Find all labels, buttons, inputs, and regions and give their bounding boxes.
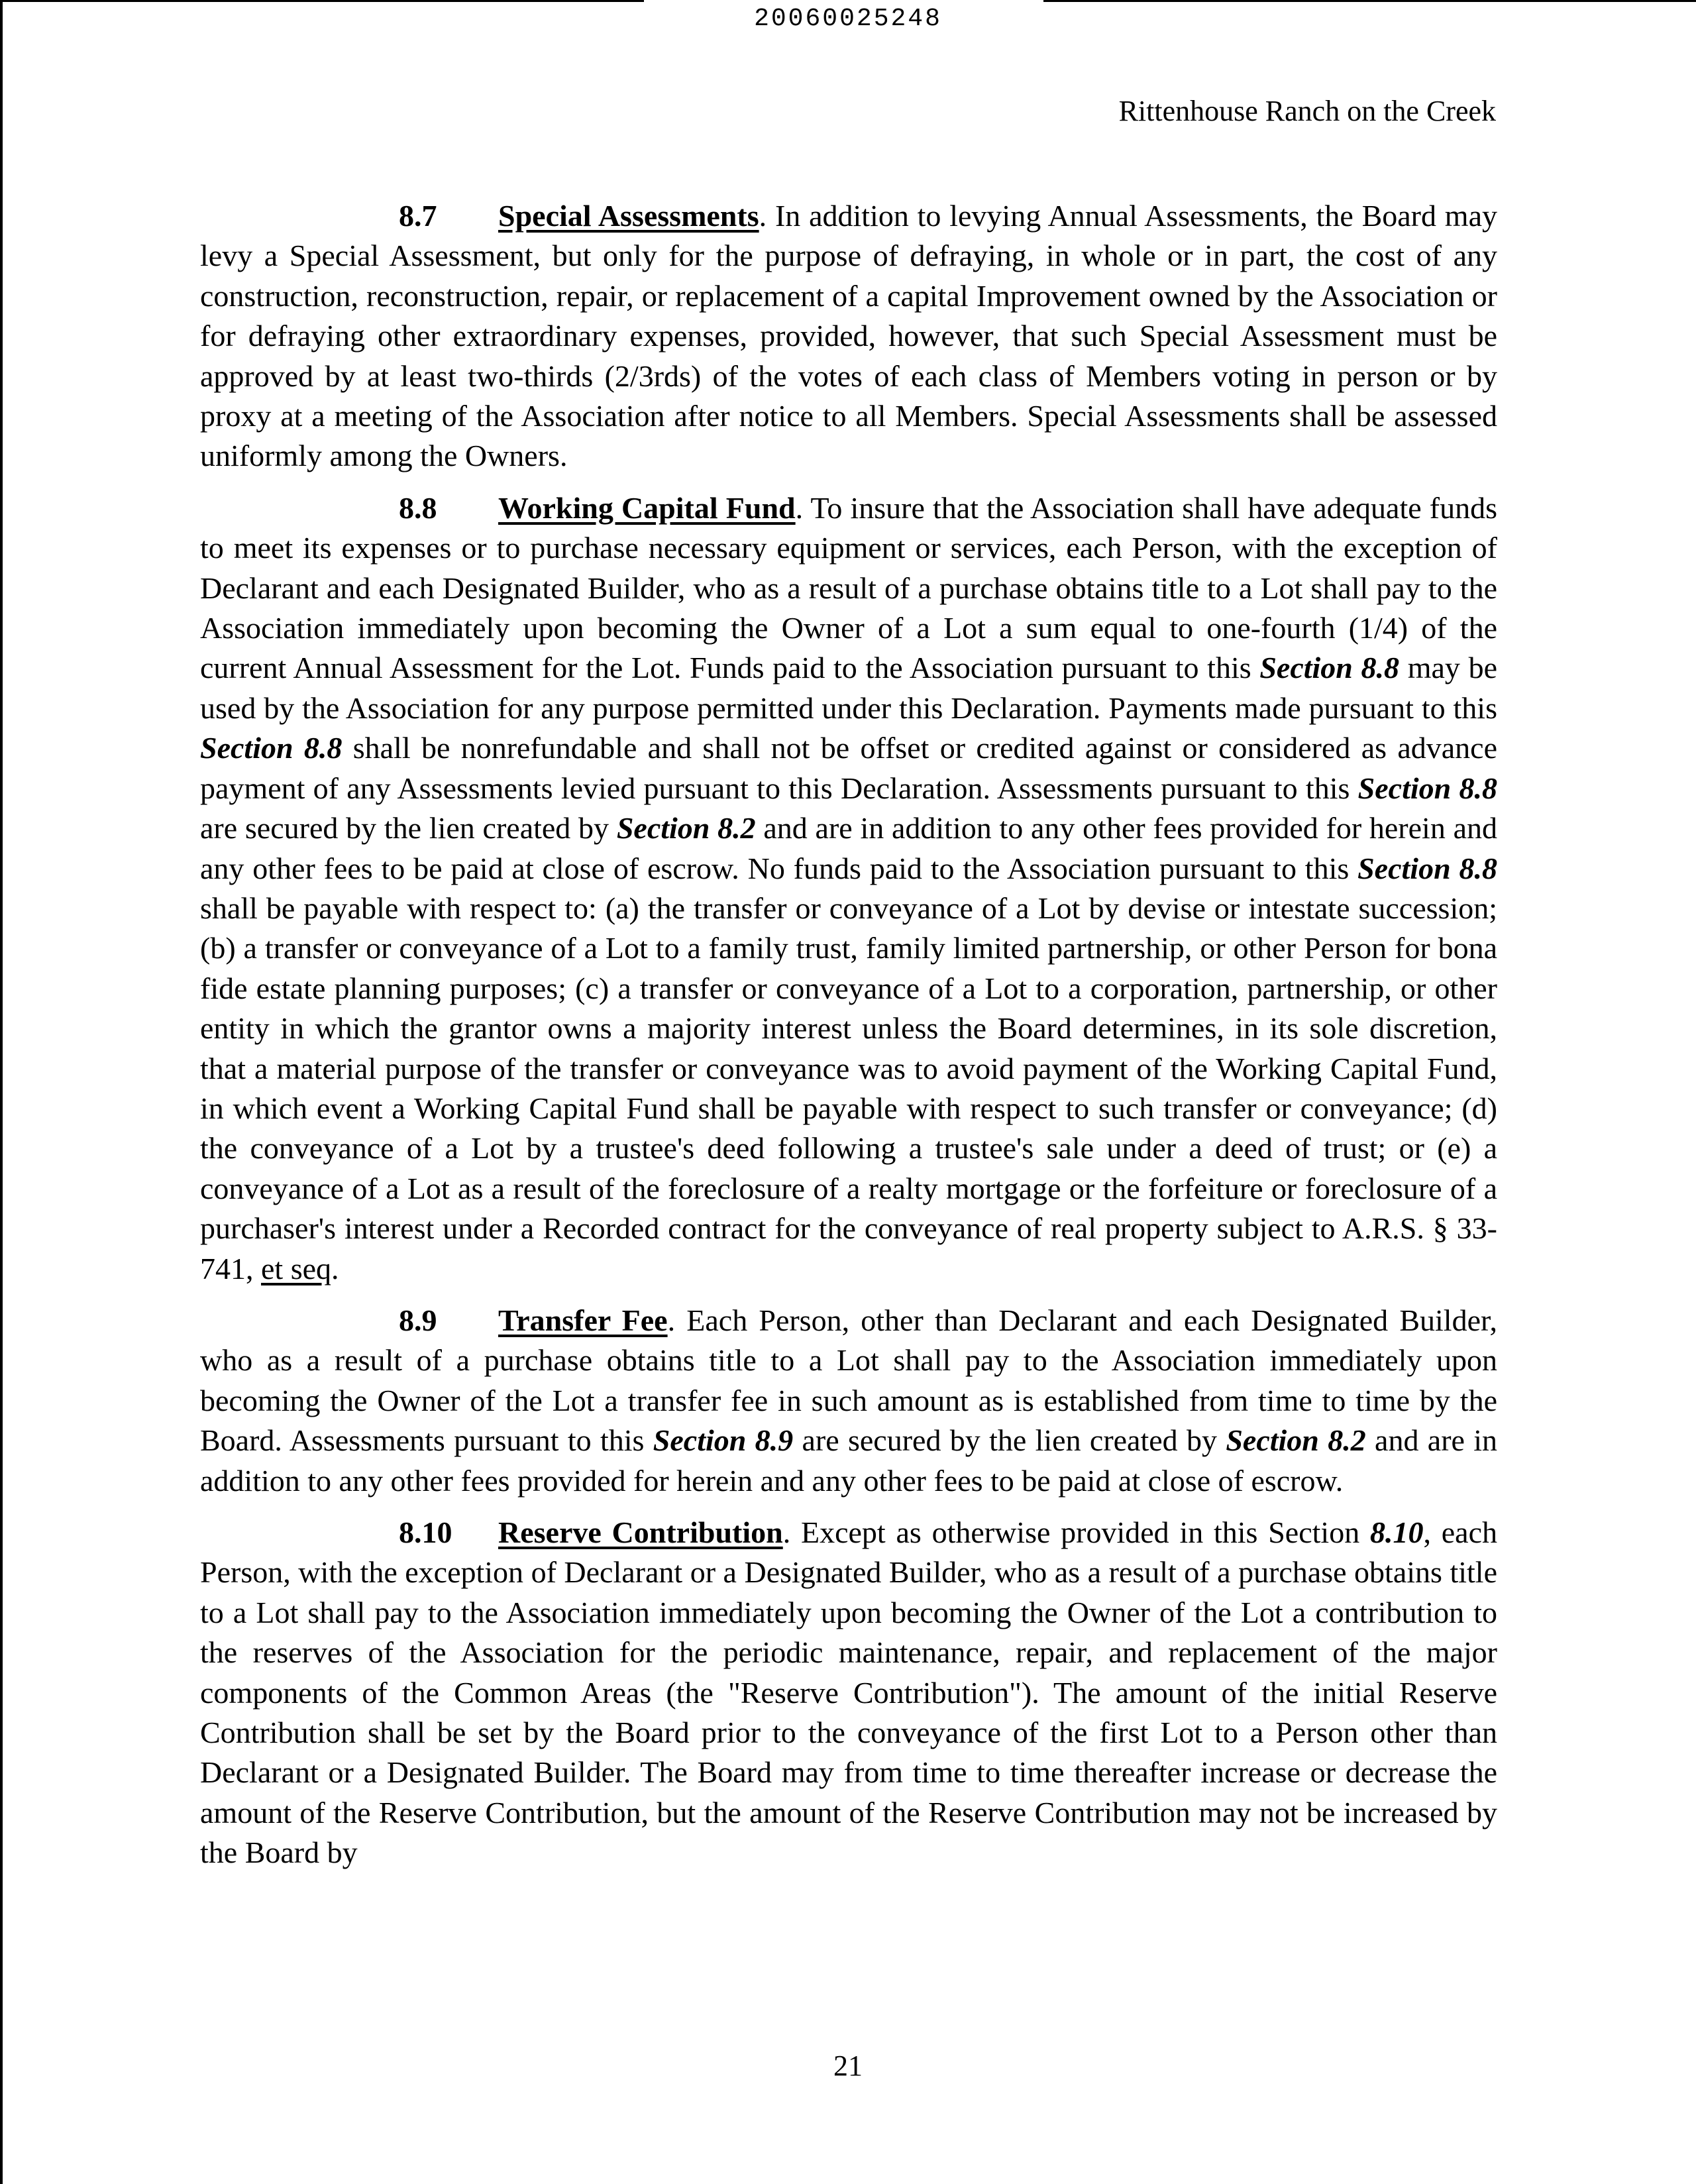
section-title: Reserve Contribution (498, 1515, 783, 1549)
top-border-line (1043, 0, 1696, 2)
left-border-line (0, 0, 3, 2184)
section-reference: Section 8.8 (200, 731, 343, 765)
section-8-10: 8.10 Reserve Contribution. Except as otherwise provided in this Section 8.10, each Person, with the exception of Declarant or a Designated Builder, who as a result of a purchase obtains title to a Lot shall pay to the Association immediately upon becoming the Owner of the Lot a contribution to the reserves of the Association for the periodic maintenance, repair, and replacement of the major components of the Common Areas (the "Reserve Contribution"). The amount of the initial Reserve Contribution shall be set by the Board prior to the conveyance of the first Lot to a Person other than Declarant or a Designated Builder. The Board may from time to time thereafter increase or decrease the amount of the Reserve Contribution, but the amount of the Reserve Contribution may not be increased by the Board by (200, 1513, 1497, 1873)
document-number: 20060025248 (754, 5, 942, 33)
section-number: 8.7 (399, 199, 437, 233)
section-text: are secured by the lien created by (200, 811, 610, 846)
section-number: 8.8 (399, 490, 437, 525)
section-title: Working Capital Fund (498, 490, 796, 525)
section-text: To insure that the Association shall have adequate funds to meet its expenses or to purchase necessary equipment or services, each Person, with the exception of Declarant and each Designated Builder, who as a result of a purchase obtains title to a Lot shall pay to the Association immediately upon becoming the Owner of a Lot a sum equal to one-fourth (1/4) of the current Annual Assessment for the Lot. Funds paid to the Association pursuant to this (200, 490, 1498, 685)
running-header: Rittenhouse Ranch on the Creek (1118, 95, 1496, 127)
section-title: Transfer Fee (498, 1303, 668, 1337)
section-reference: 8.10 (1369, 1515, 1424, 1549)
section-text: , each Person, with the exception of Declarant or a Designated Builder, who as a result of a purchase obtains title to a Lot shall pay to the Association immediately upon becoming the Owner of the Lot a contribution to the reserves of the Association for the periodic maintenance, repair, and replacement of the major components of the Common Areas (the "Reserve Contribution"). The amount of the initial Reserve Contribution shall be set by the Board prior to the conveyance of the first Lot to a Person other than Declarant or a Designated Builder. The Board may from time to time thereafter increase or decrease the amount of the Reserve Contribution, but the amount of the Reserve Contribution may not be increased by the Board by (200, 1515, 1497, 1870)
section-text: Each Person, other than Declarant and each Designated Builder, who as a result of a purchase obtains title to a Lot shall pay to the Association immediately upon becoming the Owner of the Lot a transfer fee in such amount as is established from time to time by the Board. Assessments pursuant to this (200, 1303, 1497, 1458)
document-body (200, 196, 1497, 1873)
section-text: shall be payable with respect to: (a) the transfer or conveyance of a Lot by devise or intestate succession; (b) a transfer or conveyance of a Lot to a family trust, family limited partnership, or other Person for bona fide estate planning purposes; (c) a transfer or conveyance of a Lot to a corporation, partnership, or other entity in which the grantor owns a majority interest unless the Board determines, in its sole discretion, that a material purpose of the transfer or conveyance was to avoid payment of the Working Capital Fund, in which event a Working Capital Fund shall be payable with respect to such transfer or conveyance; (d) the conveyance of a Lot by a trustee's deed following a trustee's sale under a deed of trust; or (e) a conveyance of a Lot as a result of the foreclosure of a realty mortgage or the forfeiture or foreclosure of a purchaser's interest under a Recorded contract for the conveyance of real property subject to A.R.S. § 33-741, (200, 891, 1497, 1285)
section-text: may be used by the Association for any purpose permitted under this Declaration. Payments made pursuant to this (200, 651, 1498, 725)
section-reference: Section 8.2 (616, 811, 756, 846)
section-text: shall be nonrefundable and shall not be offset or credited against or considered as advance payment of any Assessments levied pursuant to this Declaration. Assessments pursuant to this (200, 731, 1498, 805)
section-8-7: 8.7 Special Assessments. In addition to levying Annual Assessments, the Board may levy a Special Assessment, but only for the purpose of defraying, in whole or in part, the cost of any construction, reconstruction, repair, or replacement of a capital Improvement owned by the Association or for defraying other extraordinary expenses, provided, however, that such Special Assessment must be approved by at least two-thirds (2/3rds) of the votes of each class of Members voting in person or by proxy at a meeting of the Association after notice to all Members. Special Assessments shall be assessed uniformly among the Owners. (200, 196, 1497, 476)
et-seq: et seq (261, 1251, 332, 1285)
section-text: Except as otherwise provided in this Section (801, 1515, 1360, 1549)
top-border-line (0, 0, 644, 2)
section-title: Special Assessments (498, 199, 759, 233)
section-reference: Section 8.9 (653, 1423, 794, 1458)
section-reference: Section 8.2 (1226, 1423, 1366, 1458)
section-text: are secured by the lien created by (802, 1423, 1217, 1458)
section-number: 8.9 (399, 1303, 437, 1337)
section-reference: Section 8.8 (1259, 651, 1400, 685)
section-reference: Section 8.8 (1357, 771, 1498, 805)
section-reference: Section 8.8 (1357, 851, 1497, 885)
section-text: In addition to levying Annual Assessments, the Board may levy a Special Assessment, but only for the purpose of defraying, in whole or in part, the cost of any construction, reconstruction, repair, or replacement of a capital Improvement owned by the Association or for defraying other extraordinary expenses, provided, however, that such Special Assessment must be approved by at least two-thirds (2/3rds) of the votes of each class of Members voting in person or by proxy at a meeting of the Association after notice to all Members. Special Assessments shall be assessed uniformly among the Owners. (200, 199, 1498, 473)
section-text: and are in addition to any other fees provided for herein and any other fees to be paid at close of escrow. (200, 1423, 1498, 1498)
section-8-9: 8.9 Transfer Fee. Each Person, other than Declarant and each Designated Builder, who as a result of a purchase obtains title to a Lot shall pay to the Association immediately upon becoming the Owner of the Lot a transfer fee in such amount as is established from time to time by the Board. Assessments pursuant to this Section 8.9 are secured by the lien created by Section 8.2 and are in addition to any other fees provided for herein and any other fees to be paid at close of escrow. (200, 1301, 1497, 1501)
section-text: and are in addition to any other fees provided for herein and any other fees to be paid at close of escrow. No funds paid to the Association pursuant to this (200, 811, 1497, 885)
section-number: 8.10 (399, 1515, 452, 1549)
page-number: 21 (833, 2049, 863, 2082)
section-8-8: 8.8 Working Capital Fund. To insure that the Association shall have adequate funds to meet its expenses or to purchase necessary equipment or services, each Person, with the exception of Declarant and each Designated Builder, who as a result of a purchase obtains title to a Lot shall pay to the Association immediately upon becoming the Owner of a Lot a sum equal to one-fourth (1/4) of the current Annual Assessment for the Lot. Funds paid to the Association pursuant to this Section 8.8 may be used by the Association for any purpose permitted under this Declaration. Payments made pursuant to this Section 8.8 shall be nonrefundable and shall not be offset or credited against or considered as advance payment of any Assessments levied pursuant to this Declaration. Assessments pursuant to this Section 8.8 are secured by the lien created by Section 8.2 and are in addition to any other fees provided for herein and any other fees to be paid at close of escrow. No funds paid to the Association pursuant to this Section 8.8 shall be payable with respect to: (a) the transfer or conveyance of a Lot by devise or intestate succession; (b) a transfer or conveyance of a Lot to a family trust, family limited partnership, or other Person for bona fide estate planning purposes; (c) a transfer or conveyance of a Lot to a corporation, partnership, or other entity in which the grantor owns a majority interest unless the Board determines, in its sole discretion, that a material purpose of the transfer or conveyance was to avoid payment of the Working Capital Fund, in which event a Working Capital Fund shall be payable with respect to such transfer or conveyance; (d) the conveyance of a Lot by a trustee's deed following a trustee's sale under a deed of trust; or (e) a conveyance of a Lot as a result of the foreclosure of a realty mortgage or the forfeiture or foreclosure of a purchaser's interest under a Recorded contract for the conveyance of real property subject to A.R.S. § 33-741, et seq. (200, 488, 1497, 1289)
